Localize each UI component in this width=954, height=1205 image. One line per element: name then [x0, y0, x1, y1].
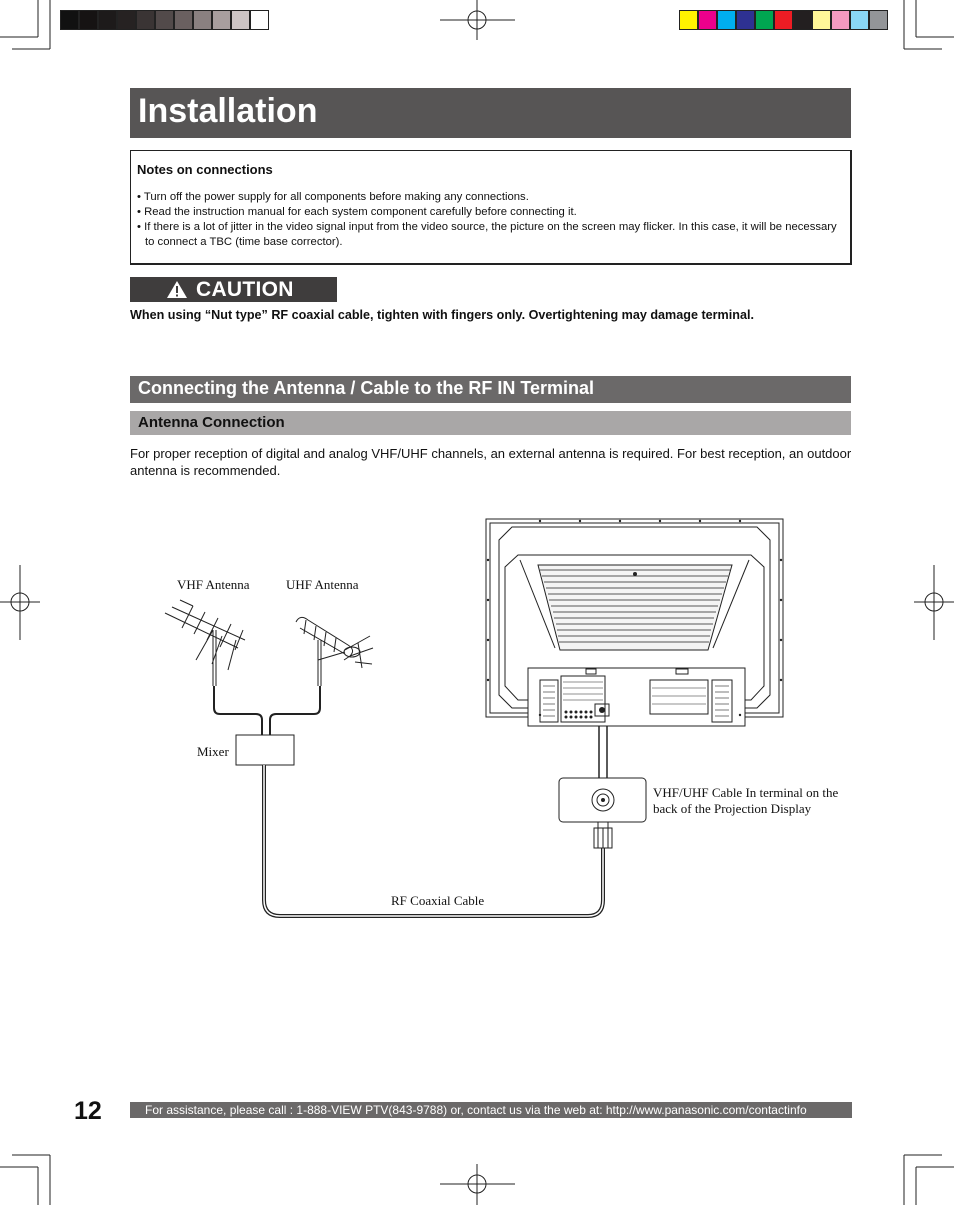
terminal-label-line1: VHF/UHF Cable In terminal on the: [653, 785, 839, 800]
vhf-antenna-illustration: [165, 600, 245, 686]
note-item: • If there is a lot of jitter in the video signal input from the video source, the picture on the screen may flicker. In this case, it will be necessary to connect a TBC (time base corrector).: [137, 221, 837, 248]
caution-text: When using “Nut type” RF coaxial cable, tighten with fingers only. Overtightening may damage terminal.: [130, 308, 754, 322]
page-number: 12: [74, 1097, 102, 1125]
mixer-label: Mixer: [197, 744, 229, 759]
terminal-label-line2: back of the Projection Display: [653, 801, 812, 816]
rf-cable-label: RF Coaxial Cable: [391, 893, 485, 908]
uhf-antenna-label: UHF Antenna: [286, 577, 359, 592]
page-title: Installation: [138, 92, 318, 130]
notes-heading: Notes on connections: [137, 162, 273, 177]
footer-bar: [130, 1102, 852, 1118]
caution-label: CAUTION: [196, 278, 294, 301]
vhf-antenna-label: VHF Antenna: [177, 577, 250, 592]
assistance-text: For assistance, please call : 1-888-VIEW PTV(843-9788) or, contact us via the web at: http://www.panasonic.com/contactinfo: [145, 1103, 807, 1117]
note-item: • Read the instruction manual for each system component carefully before connecting it.: [137, 206, 577, 218]
projection-display-rear: [486, 519, 783, 726]
mixer-box: [236, 735, 294, 765]
intro-paragraph: For proper reception of digital and analog VHF/UHF channels, an external antenna is required. For best reception, an outdoor antenna is recommended.: [130, 446, 852, 478]
subsection-title: Antenna Connection: [138, 414, 285, 431]
note-item: • Turn off the power supply for all components before making any connections.: [137, 191, 529, 203]
f-connector: [594, 822, 612, 848]
uhf-antenna-illustration: [296, 617, 373, 686]
section-title: Connecting the Antenna / Cable to the RF IN Terminal: [138, 378, 595, 398]
